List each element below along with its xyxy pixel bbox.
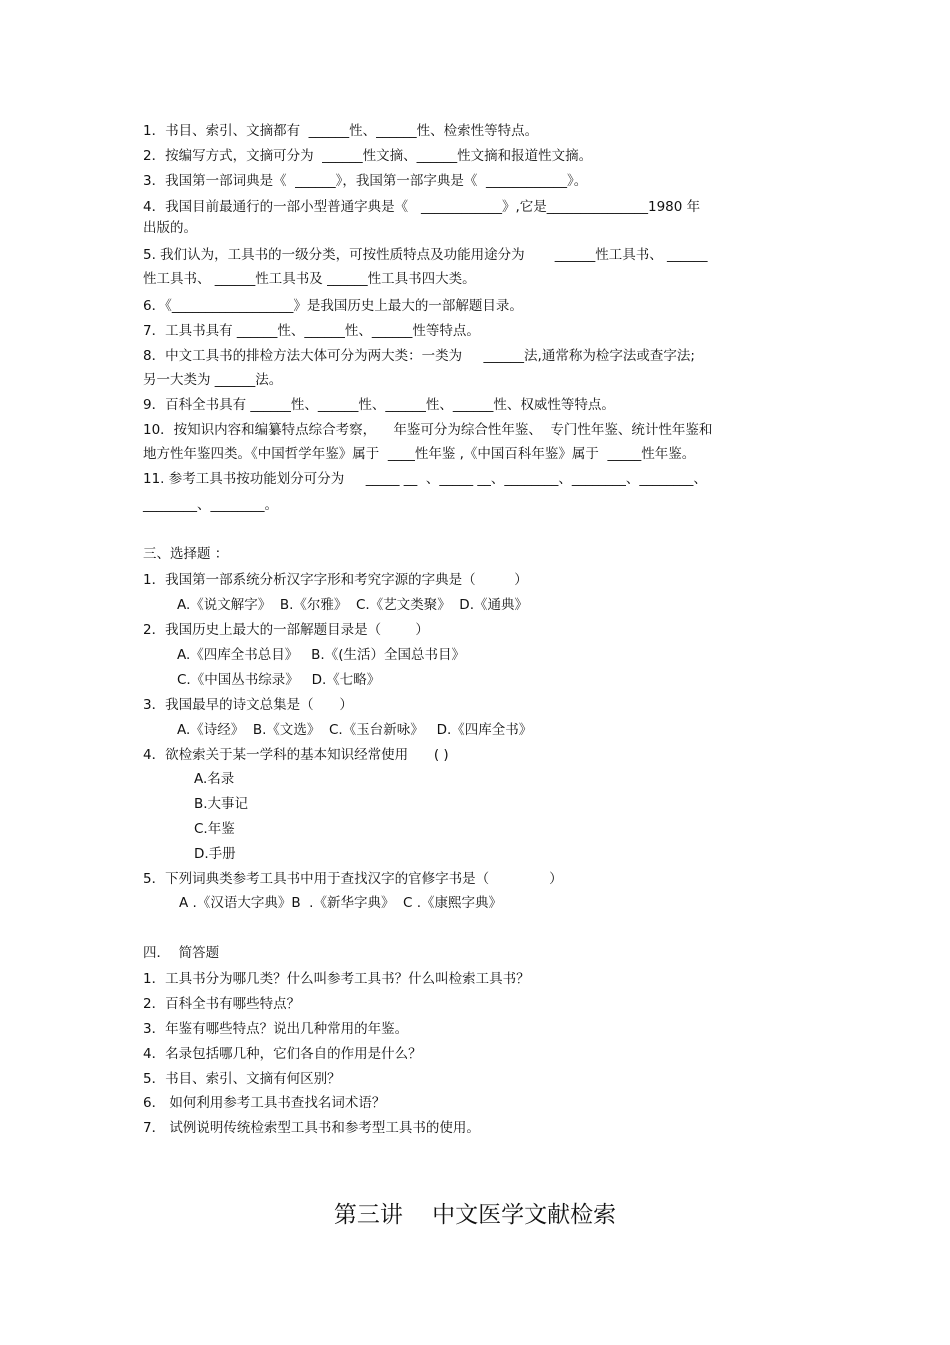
fill-in-q5-cont: 性工具书、 ______性工具书及 ______性工具书四大类。: [143, 271, 476, 287]
choice-section-title: 三、选择题 ：: [143, 546, 229, 562]
choice-q2: 2．我国历史上最大的一部解题目录是（ ）: [143, 622, 429, 638]
fill-in-q3: 3．我国第一部词典是《 ______》，我国第一部字典是《 ____________》。: [143, 173, 588, 189]
fill-in-q11: 11. 参考工具书按功能划分可分为 _____ __ 、_____ __、________、________、________、: [143, 471, 707, 487]
short-answer-q7: 7． 试例说明传统检索型工具书和参考型工具书的使用。: [143, 1120, 480, 1136]
fill-in-q8-cont: 另一大类为 ______法。: [143, 372, 283, 388]
fill-in-q9: 9．百科全书具有 ______性、______性、______性、______性、权威性等特点。: [143, 397, 615, 413]
choice-q4-option-d: D.手册: [194, 846, 236, 862]
fill-in-q4-cont: 出版的。: [143, 220, 197, 236]
fill-in-q8: 8．中文工具书的排检方法大体可分为两大类：一类为 ______法,通常称为检字法或查字法;: [143, 348, 695, 364]
short-answer-q4: 4．名录包括哪几种，它们各自的作用是什么？: [143, 1046, 422, 1062]
choice-q3: 3．我国最早的诗文总集是（ ）: [143, 697, 353, 713]
fill-in-q2: 2．按编写方式，文摘可分为 ______性文摘、______性文摘和报道性文摘。: [143, 148, 593, 164]
fill-in-q6: 6．《__________________》是我国历史上最大的一部解题目录。: [143, 298, 523, 314]
choice-q4-option-c: C.年鉴: [194, 821, 235, 837]
choice-q1-options: A.《说文解字》 B.《尔雅》 C.《艺文类聚》 D.《通典》: [177, 597, 528, 613]
fill-in-q10-cont: 地方性年鉴四类。《中国哲学年鉴》属于 ____性年鉴 ,《中国百科年鉴》属于 _____性年鉴。: [143, 446, 696, 462]
choice-q5: 5．下列词典类参考工具书中用于查找汉字的官修字书是（ ）: [143, 871, 563, 887]
short-answer-q3: 3．年鉴有哪些特点？说出几种常用的年鉴。: [143, 1021, 409, 1037]
chapter-heading: 第三讲 中文医学文献检索: [333, 1202, 617, 1228]
short-answer-q2: 2．百科全书有哪些特点？: [143, 996, 301, 1012]
choice-q4: 4．欲检索关于某一学科的基本知识经常使用 ( ): [143, 747, 449, 763]
fill-in-q5: 5. 我们认为，工具书的一级分类，可按性质特点及功能用途分为 ______性工具书、 ______: [143, 247, 708, 263]
choice-q2-options-a: A.《四库全书总目》 B.《(生活）全国总书目》: [177, 647, 465, 663]
fill-in-q4: 4．我国目前最通行的一部小型普通字典是《 ____________》,它是_______________1980 年: [143, 199, 701, 215]
short-answer-q5: 5．书目、索引、文摘有何区别？: [143, 1071, 341, 1087]
choice-q3-options: A.《诗经》 B.《文选》 C.《玉台新咏》 D.《四库全书》: [177, 722, 533, 738]
fill-in-q10: 10．按知识内容和编纂特点综合考察， 年鉴可分为综合性年鉴、 专门性年鉴、统计性年鉴和: [143, 422, 713, 438]
short-answer-q1: 1．工具书分为哪几类？什么叫参考工具书？什么叫检索工具书？: [143, 971, 530, 987]
short-answer-section-title: 四． 简答题: [143, 945, 220, 961]
choice-q1: 1．我国第一部系统分析汉字字形和考究字源的字典是（ ）: [143, 572, 528, 588]
choice-q5-options: A .《汉语大字典》B .《新华字典》 C .《康熙字典》: [179, 895, 503, 911]
fill-in-q11-cont: ________、________。: [143, 497, 278, 513]
fill-in-q7: 7．工具书具有 ______性、______性、______性等特点。: [143, 323, 480, 339]
choice-q2-options-b: C.《中国丛书综录》 D.《七略》: [177, 672, 381, 688]
short-answer-q6: 6． 如何利用参考工具书查找名词术语？: [143, 1095, 386, 1111]
choice-q4-option-b: B.大事记: [194, 796, 249, 812]
fill-in-q1: 1．书目、索引、文摘都有 ______性、______性、检索性等特点。: [143, 123, 539, 139]
choice-q4-option-a: A.名录: [194, 771, 235, 787]
